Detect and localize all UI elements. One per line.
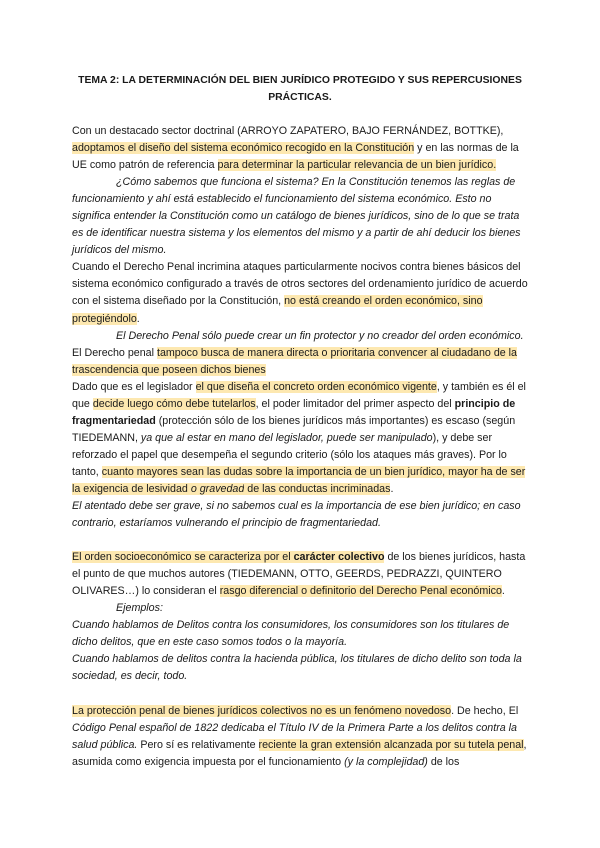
text-run: de los (427, 755, 460, 768)
text-run: Cuando el Derecho Penal incrimina ataques particularmente nocivos contra bienes básicos del sistema económico configurado a través de otros sectores del ordenamiento jurídico de acuerdo con el sistema diseñado por la Constitución, (72, 261, 528, 308)
text-run: principio de fragmentariedad (72, 397, 516, 427)
highlighted-text: decide luego cómo debe tutelarlos (92, 397, 256, 410)
document-title: TEMA 2: LA DETERMINACIÓN DEL BIEN JURÍDICO PROTEGIDO Y SUS REPERCUSIONES PRÁCTICAS. (78, 75, 522, 103)
paragraph-spacer (72, 686, 528, 703)
text-run: . (390, 482, 394, 495)
text-run: Cuando hablamos de Delitos contra los consumidores, los consumidores son los titulares de dicho delitos, que en este caso somos todos o la mayoría. (72, 619, 510, 649)
text-run: El Derecho penal (72, 346, 157, 359)
paragraph (72, 123, 528, 174)
text-run: de los bienes jurídicos, hasta el punto de que muchos autores (TIEDEMANN, OTTO, GEERDS, PEDRAZZI, QUINTERO OLIVARES…) lo consideran el (72, 551, 526, 598)
highlighted-text: adoptamos el diseño del sistema económico recogido en la Constitución (72, 142, 415, 155)
highlighted-text: o gravedad (190, 482, 245, 495)
text-run: . (501, 585, 505, 598)
highlighted-text: el que diseña el concreto orden económico vigente (195, 380, 437, 393)
text-run: (protección sólo de los bienes jurídicos más importantes) es escaso (según TIEDEMANN, (72, 414, 516, 444)
highlighted-text: carácter colectivo (293, 551, 385, 564)
text-run: , y también es él el que (72, 380, 526, 410)
paragraph (72, 651, 528, 685)
text-run: Ejemplos: (116, 602, 163, 615)
highlighted-text: reciente la gran extensión alcanzada por su tutela penal (258, 738, 524, 751)
paragraph (72, 600, 528, 617)
highlighted-text: El orden socioeconómico se caracteriza por el (72, 551, 294, 564)
paragraph (72, 328, 528, 345)
highlighted-text: no está creando el orden económico, sino protegiéndolo (72, 295, 483, 325)
text-run: ¿Cómo sabemos que funciona el sistema? En la Constitución tenemos las reglas de funcionamiento y ahí está establecido el funcionamiento del sistema económico. Esto no significa entender la Constitución como un catálogo de bienes jurídicos, sino de lo que se trata es de identificar nuestra sistema y los elementos del mismo y a partir de ahí deducir los bienes jurídicos del mismo. (72, 176, 521, 257)
text-run: Con un destacado sector doctrinal (ARROYO ZAPATERO, BAJO FERNÁNDEZ, BOTTKE), (72, 125, 504, 137)
paragraph (72, 259, 528, 327)
highlighted-text: La protección penal de bienes jurídicos colectivos no es un fenómeno novedoso (72, 704, 452, 717)
text-run: (y la complejidad) (344, 755, 428, 768)
text-run: ya que al estar en mano del legislador, puede ser manipulado (140, 431, 433, 444)
document-body (72, 123, 528, 771)
text-run: . De hecho, El (451, 704, 519, 717)
text-run: y en las normas de la UE como patrón de referencia (72, 142, 519, 172)
paragraph (72, 379, 528, 498)
text-run: , el poder limitador del primer aspecto del (255, 397, 455, 410)
text-run: Dado que es el legislador (72, 380, 196, 393)
text-run: El atentado debe ser grave, si no sabemos cual es la importancia de ese bien jurídico; en caso contrario, estaríamos vulnerando el principio de fragmentariedad. (72, 500, 521, 530)
text-run: El Derecho Penal sólo puede crear un fin protector y no creador del orden económico. (116, 329, 524, 342)
paragraph (72, 703, 528, 771)
paragraph (72, 345, 528, 379)
highlighted-text: cuanto mayores sean las dudas sobre la importancia de un bien jurídico, mayor ha de ser la exigencia de lesividad (72, 465, 526, 495)
highlighted-text: rasgo diferencial o definitorio del Derecho Penal económico (219, 585, 502, 598)
text-run: , asumida como exigencia impuesta por el funcionamiento (72, 738, 527, 768)
highlighted-text: para determinar la particular relevancia de un bien jurídico. (217, 159, 497, 172)
paragraph (72, 174, 528, 259)
paragraph (72, 498, 528, 532)
text-run: ), y debe ser reforzado el papel que desempeña el segundo criterio (sólo los ataques más graves). Por lo tanto, (72, 431, 507, 478)
text-run: Código Penal español de 1822 dedicaba el Título IV de la Primera Parte a los delitos contra la salud pública. (72, 721, 517, 751)
text-run: Pero sí es relativamente (137, 738, 259, 751)
highlighted-text: tampoco busca de manera directa o prioritaria convencer al ciudadano de la trascendencia que poseen dichos bienes (72, 346, 517, 376)
text-run: Cuando hablamos de delitos contra la hacienda pública, los titulares de dicho delito son toda la sociedad, es decir, todo. (72, 653, 522, 683)
highlighted-text: de las conductas incriminadas (244, 482, 391, 495)
text-run: . (136, 312, 140, 325)
paragraph-spacer (72, 532, 528, 549)
paragraph (72, 617, 528, 651)
paragraph (72, 549, 528, 600)
